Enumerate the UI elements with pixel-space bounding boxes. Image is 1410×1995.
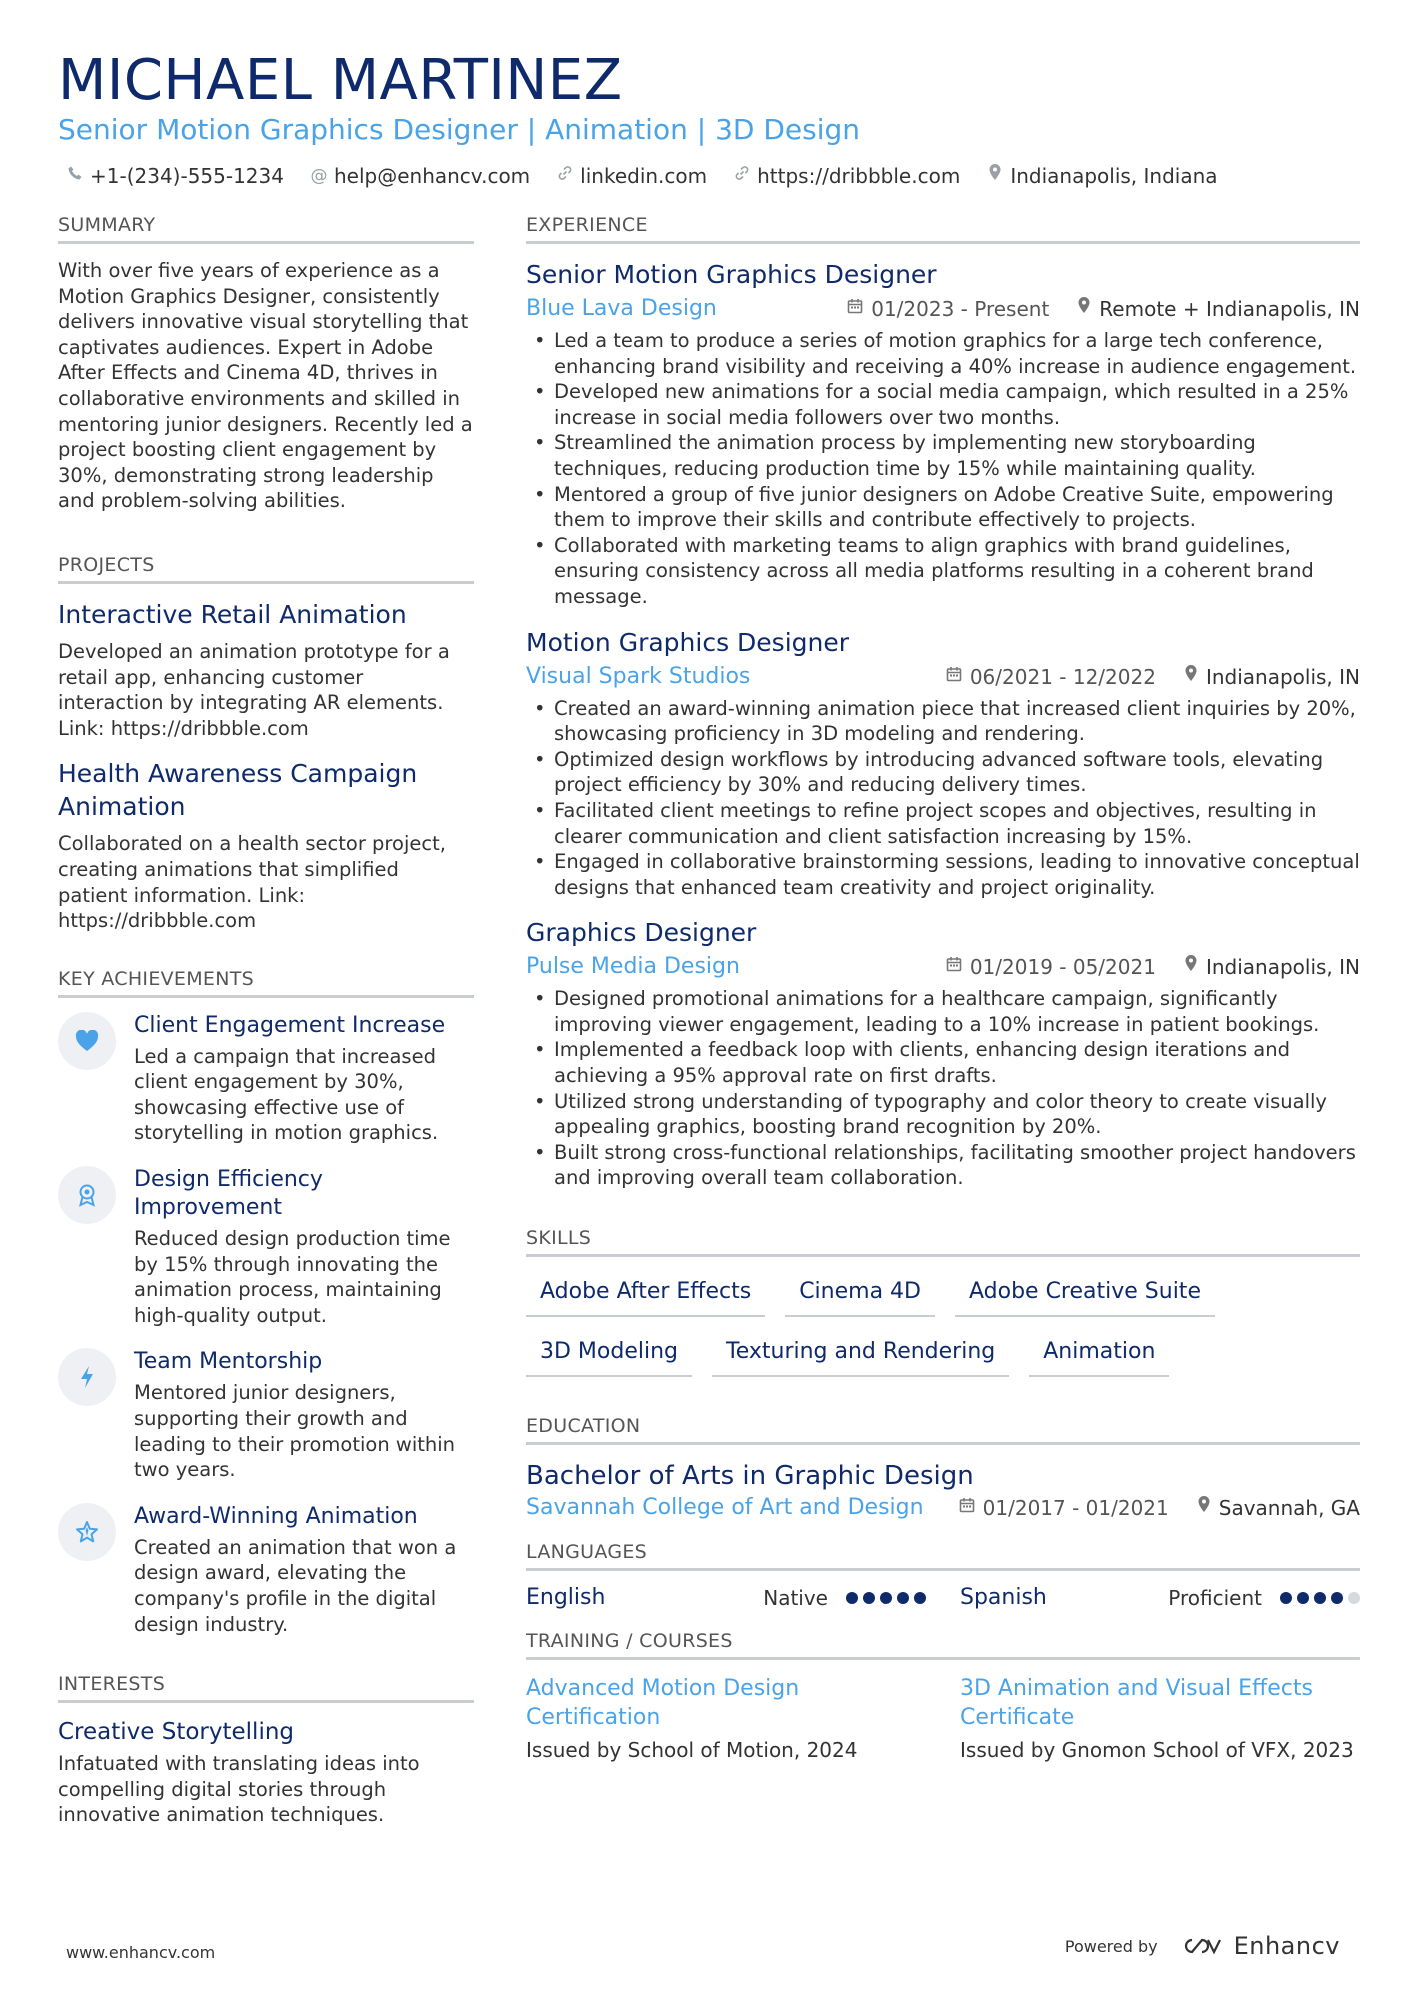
edu-meta bbox=[526, 1493, 1360, 1523]
enhancv-logo[interactable] bbox=[1180, 1932, 1340, 1960]
rating-dot-filled bbox=[897, 1592, 909, 1604]
language-name: Spanish bbox=[960, 1585, 1047, 1611]
calendar-icon bbox=[946, 662, 962, 692]
edu-location-text: Savannah, GA bbox=[1218, 1496, 1360, 1521]
job-company: Pulse Media Design bbox=[526, 954, 740, 980]
job-location bbox=[1184, 662, 1360, 692]
project-title: Interactive Retail Animation bbox=[58, 599, 407, 629]
edu-dates-text: 01/2017 - 01/2021 bbox=[982, 1496, 1169, 1521]
enhancv-logo-icon bbox=[1180, 1935, 1224, 1957]
achievement-item bbox=[58, 1166, 474, 1328]
language-item bbox=[960, 1585, 1360, 1610]
bullet-item: • Streamlined the animation process by implementing new storyboarding techniques, reducing production time by 15% while maintaining quality. bbox=[526, 430, 1360, 481]
enhancv-logo-text: Enhancv bbox=[1233, 1932, 1340, 1960]
job-entry bbox=[526, 258, 1360, 610]
language-level: Proficient bbox=[1168, 1585, 1262, 1610]
job-location-text: Indianapolis, IN bbox=[1205, 664, 1360, 689]
job-dates bbox=[946, 952, 1156, 982]
job-company: Visual Spark Studios bbox=[526, 663, 751, 689]
job-title: Senior Motion Graphics Designer bbox=[526, 260, 937, 289]
job-location bbox=[1184, 952, 1360, 982]
job-title: Motion Graphics Designer bbox=[526, 627, 850, 657]
achievement-title: Award-Winning Animation bbox=[134, 1503, 418, 1529]
projects-heading: PROJECTS bbox=[58, 552, 474, 584]
interest-item bbox=[58, 1717, 474, 1828]
rating-dot-filled bbox=[880, 1592, 892, 1604]
course-item bbox=[526, 1674, 926, 1764]
achievement-desc: Reduced design production time by 15% through innovating the animation process, maintaining high-quality output. bbox=[134, 1227, 451, 1327]
language-rating bbox=[846, 1592, 926, 1604]
edu-location bbox=[1197, 1493, 1360, 1523]
location-icon bbox=[1184, 662, 1198, 692]
interest-title: Creative Storytelling bbox=[58, 1719, 295, 1746]
bullet-item: • Facilitated client meetings to refine project scopes and objectives, resulting in clearer communication and client satisfaction increasing by 15%. bbox=[526, 798, 1360, 849]
skills-heading: SKILLS bbox=[526, 1225, 1360, 1257]
bullet-item: • Developed new animations for a social media campaign, which resulted in a 25% increase in social media followers over two months. bbox=[526, 379, 1360, 430]
training-heading: TRAINING / COURSES bbox=[526, 1628, 1360, 1660]
achievement-title: Design Efficiency Improvement bbox=[134, 1167, 323, 1221]
link-icon bbox=[733, 162, 751, 190]
left-column bbox=[58, 212, 474, 1828]
bullet-item: • Utilized strong understanding of typography and color theory to create visually appealing graphics, boosting brand recognition by 20%. bbox=[526, 1089, 1360, 1140]
job-dates-text: 01/2019 - 05/2021 bbox=[969, 955, 1156, 980]
award-icon bbox=[58, 1166, 116, 1224]
edu-degree: Bachelor of Arts in Graphic Design bbox=[526, 1461, 974, 1492]
project-desc: Collaborated on a health sector project, creating animations that simplified patient information. Link: https://dribbble.com bbox=[58, 832, 446, 933]
interest-desc: Infatuated with translating ideas into compelling digital stories through innovative animation techniques. bbox=[58, 1752, 420, 1827]
edu-dates bbox=[959, 1493, 1169, 1523]
at-icon: @ bbox=[310, 166, 328, 186]
candidate-subtitle: Senior Motion Graphics Designer | Animation | 3D Design bbox=[58, 113, 861, 146]
project-item bbox=[58, 757, 474, 933]
rating-dot-filled bbox=[846, 1592, 858, 1604]
contact-website-text: https://dribbble.com bbox=[757, 164, 961, 188]
bullet-item: • Engaged in collaborative brainstorming sessions, leading to innovative conceptual designs that enhanced team creativity and project originality. bbox=[526, 849, 1360, 900]
summary-heading: SUMMARY bbox=[58, 212, 474, 244]
bullet-item: • Created an award-winning animation piece that increased client inquiries by 20%, showcasing proficiency in 3D modeling and rendering. bbox=[526, 696, 1360, 747]
footer-branding bbox=[1065, 1932, 1340, 1960]
skill-tag: 3D Modeling bbox=[526, 1331, 692, 1377]
bullet-item: • Implemented a feedback loop with clients, enhancing design iterations and achieving a 95% approval rate on first drafts. bbox=[526, 1037, 1360, 1088]
experience-heading: EXPERIENCE bbox=[526, 212, 1360, 244]
job-meta bbox=[526, 662, 1360, 692]
candidate-name: MICHAEL MARTINEZ bbox=[58, 48, 623, 113]
phone-icon bbox=[66, 162, 84, 190]
achievement-item bbox=[58, 1503, 474, 1637]
job-location-text: Indianapolis, IN bbox=[1205, 955, 1360, 980]
language-level: Native bbox=[763, 1585, 828, 1610]
achievements-heading: KEY ACHIEVEMENTS bbox=[58, 966, 474, 998]
contact-phone-text: +1-(234)-555-1234 bbox=[90, 164, 284, 188]
location-icon bbox=[1184, 952, 1198, 982]
location-icon bbox=[1077, 294, 1091, 324]
contact-email-text: help@enhancv.com bbox=[333, 164, 531, 188]
job-bullets bbox=[526, 696, 1360, 901]
interests-heading: INTERESTS bbox=[58, 1671, 474, 1703]
training-list bbox=[526, 1674, 1360, 1764]
course-desc: Issued by Gnomon School of VFX, 2023 bbox=[960, 1738, 1354, 1763]
bullet-item: • Mentored a group of five junior designers on Adobe Creative Suite, empowering them to improve their skills and contribute effectively to projects. bbox=[526, 482, 1360, 533]
achievement-item bbox=[58, 1012, 474, 1146]
job-title: Graphics Designer bbox=[526, 918, 757, 948]
powered-by-label: Powered by bbox=[1064, 1936, 1158, 1956]
skill-tag: Texturing and Rendering bbox=[712, 1331, 1009, 1377]
language-item bbox=[526, 1585, 926, 1610]
contact-website[interactable] bbox=[733, 162, 960, 190]
job-entry bbox=[526, 626, 1360, 901]
job-entry bbox=[526, 916, 1360, 1191]
achievement-title: Team Mentorship bbox=[134, 1349, 323, 1375]
project-item bbox=[58, 598, 474, 741]
contact-email[interactable] bbox=[310, 162, 530, 190]
project-desc: Developed an animation prototype for a retail app, enhancing customer interaction by integrating AR elements. Link: https://dribbble.com bbox=[58, 639, 450, 740]
course-desc: Issued by School of Motion, 2024 bbox=[526, 1738, 858, 1763]
achievement-desc: Led a campaign that increased client engagement by 30%, showcasing effective use of storytelling in motion graphics. bbox=[134, 1044, 439, 1145]
project-title: Health Awareness Campaign Animation bbox=[58, 759, 418, 822]
bullet-item: • Led a team to produce a series of motion graphics for a large tech conference, enhancing brand visibility and receiving a 40% increase in audience engagement. bbox=[526, 328, 1360, 379]
skill-tag: Animation bbox=[1029, 1331, 1169, 1377]
rating-dot-filled bbox=[914, 1592, 926, 1604]
bullet-item: • Designed promotional animations for a healthcare campaign, significantly improving viewer engagement, leading to a 10% increase in patient bookings. bbox=[526, 986, 1360, 1037]
contact-linkedin-text: linkedin.com bbox=[580, 164, 708, 188]
course-title: 3D Animation and Visual Effects Certificate bbox=[960, 1676, 1313, 1731]
contact-bar bbox=[66, 162, 1218, 190]
right-column bbox=[526, 212, 1360, 1764]
calendar-icon bbox=[959, 1493, 975, 1523]
languages-heading: LANGUAGES bbox=[526, 1539, 1360, 1571]
contact-phone[interactable] bbox=[66, 162, 284, 190]
achievement-item bbox=[58, 1348, 474, 1482]
job-dates bbox=[847, 294, 1049, 324]
job-dates-text: 01/2023 - Present bbox=[871, 297, 1050, 321]
location-icon bbox=[1197, 1493, 1211, 1523]
job-dates-text: 06/2021 - 12/2022 bbox=[969, 664, 1156, 689]
link-icon bbox=[556, 162, 574, 190]
job-bullets bbox=[526, 986, 1360, 1191]
bullet-item: • Built strong cross-functional relationships, facilitating smoother project handovers and improving overall team collaboration. bbox=[526, 1140, 1360, 1191]
edu-school: Savannah College of Art and Design bbox=[526, 1495, 924, 1521]
skill-tag: Adobe After Effects bbox=[526, 1271, 765, 1317]
job-location bbox=[1077, 294, 1360, 324]
job-company: Blue Lava Design bbox=[526, 296, 717, 321]
skills-list bbox=[526, 1271, 1360, 1377]
bullet-item: • Optimized design workflows by introducing advanced software tools, elevating project efficiency by 30% and reducing delivery times. bbox=[526, 747, 1360, 798]
job-location-text: Remote + Indianapolis, IN bbox=[1099, 297, 1360, 321]
achievement-desc: Mentored junior designers, supporting their growth and leading to their promotion within two years. bbox=[134, 1381, 456, 1482]
skill-tag: Cinema 4D bbox=[785, 1271, 935, 1317]
calendar-icon bbox=[946, 952, 962, 982]
achievement-title: Client Engagement Increase bbox=[134, 1012, 446, 1038]
contact-linkedin[interactable] bbox=[556, 162, 707, 190]
language-name: English bbox=[526, 1585, 606, 1611]
contact-location-text: Indianapolis, Indiana bbox=[1010, 164, 1218, 188]
language-rating bbox=[1280, 1592, 1360, 1604]
skill-tag: Adobe Creative Suite bbox=[955, 1271, 1215, 1317]
job-dates bbox=[946, 662, 1156, 692]
summary-text: With over five years of experience as a Motion Graphics Designer, consistently delivers innovative visual storytelling that captivates audiences. Expert in Adobe After Effects and Cinema 4D, thrives in collaborative environments and skilled in mentoring junior designers. Recently led a project boosting client engagement by 30%, demonstrating strong leadership and problem-solving abilities. bbox=[58, 259, 473, 513]
rating-dot-filled bbox=[1297, 1592, 1309, 1604]
rating-dot-filled bbox=[863, 1592, 875, 1604]
education-heading: EDUCATION bbox=[526, 1413, 1360, 1445]
achievement-desc: Created an animation that won a design award, elevating the company's profile in the digital design industry. bbox=[134, 1535, 457, 1636]
course-title: Advanced Motion Design Certification bbox=[526, 1676, 800, 1731]
rating-dot-empty bbox=[1348, 1592, 1360, 1604]
star-icon bbox=[58, 1503, 116, 1561]
rating-dot-filled bbox=[1331, 1592, 1343, 1604]
bolt-icon bbox=[58, 1348, 116, 1406]
footer-website[interactable]: www.enhancv.com bbox=[66, 1943, 216, 1962]
course-item bbox=[960, 1674, 1360, 1764]
languages-list bbox=[526, 1585, 1360, 1610]
job-meta bbox=[526, 294, 1360, 324]
location-icon bbox=[986, 162, 1004, 190]
job-bullets bbox=[526, 328, 1360, 610]
heart-icon bbox=[58, 1012, 116, 1070]
job-meta bbox=[526, 952, 1360, 982]
calendar-icon bbox=[847, 294, 863, 324]
bullet-item: • Collaborated with marketing teams to align graphics with brand guidelines, ensuring consistency across all media platforms resulting in a coherent brand message. bbox=[526, 533, 1360, 610]
rating-dot-filled bbox=[1314, 1592, 1326, 1604]
contact-location bbox=[986, 162, 1217, 190]
rating-dot-filled bbox=[1280, 1592, 1292, 1604]
